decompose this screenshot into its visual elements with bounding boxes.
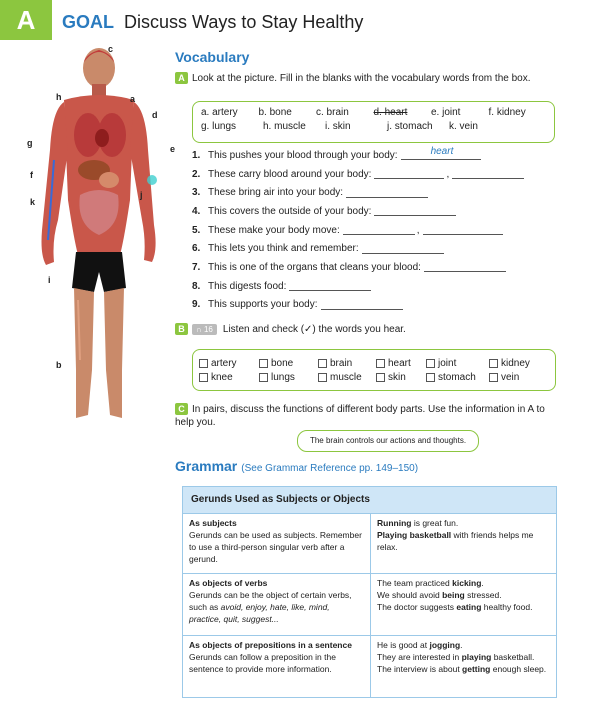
- example-line: [377, 639, 550, 651]
- table-row: [183, 635, 556, 697]
- listen-checkbox-panel: [192, 349, 556, 391]
- example-gerund: playing: [461, 652, 492, 662]
- checkbox-label: brain: [330, 357, 353, 369]
- checkbox-label: heart: [388, 357, 411, 369]
- instruction-a: [175, 72, 565, 85]
- goal-title: Discuss Ways to Stay Healthy: [124, 12, 364, 32]
- rule-text: Gerunds can be used as subjects. Remember to use a third-person singular verb after a gerund.: [189, 530, 362, 564]
- rule-text: [189, 589, 364, 625]
- checkbox-label: kidney: [501, 357, 530, 369]
- instruction-c: [175, 403, 565, 429]
- instruction-b-text: Listen and check (✓) the words you hear.: [222, 323, 406, 335]
- checkbox-icon[interactable]: [199, 359, 208, 368]
- example-gerund: Playing basketball: [377, 530, 452, 540]
- checkbox-brain[interactable]: [318, 356, 376, 370]
- example-line: [377, 589, 550, 601]
- word-box-row: [201, 107, 546, 121]
- example-post: .: [481, 578, 484, 588]
- label-j: j: [140, 190, 143, 200]
- table-cell-rule: [183, 514, 371, 573]
- word-skin: i. skin: [325, 121, 351, 132]
- rule-title: As objects of prepositions in a sentence: [189, 640, 352, 650]
- rule-text: Gerunds can follow a preposition in the sentence to provide more information.: [189, 652, 336, 674]
- checkbox-muscle[interactable]: [318, 370, 376, 384]
- word-heart: d. heart: [373, 107, 408, 118]
- checkbox-label: muscle: [330, 371, 362, 383]
- question-text: This digests food:: [208, 280, 287, 292]
- question-5: [192, 221, 562, 240]
- checkbox-row: [199, 370, 549, 384]
- grammar-heading: [175, 458, 418, 476]
- checkbox-icon[interactable]: [376, 359, 385, 368]
- table-cell-rule: [183, 636, 371, 697]
- grammar-reference: (See Grammar Reference pp. 149–150): [241, 463, 419, 474]
- example-gerund: jogging: [429, 640, 461, 650]
- checkbox-icon[interactable]: [489, 359, 498, 368]
- checkbox-row: [199, 356, 549, 370]
- checkbox-label: bone: [271, 357, 294, 369]
- question-4: [192, 202, 562, 221]
- example-gerund: getting: [462, 664, 491, 674]
- label-a: a: [130, 94, 136, 104]
- question-text: These bring air into your body:: [208, 187, 344, 199]
- grammar-table: [182, 486, 557, 698]
- example-line: [377, 651, 550, 663]
- word-muscle: h. muscle: [263, 121, 306, 132]
- rule-title: As subjects: [189, 518, 237, 528]
- written-answer: heart: [430, 146, 454, 158]
- step-b-badge: B: [175, 323, 188, 335]
- example-post: enough sleep.: [490, 664, 547, 674]
- comma: ,: [446, 168, 450, 180]
- question-number: 7.: [192, 261, 201, 273]
- word-brain: c. brain: [316, 107, 349, 118]
- question-number: 6.: [192, 243, 201, 255]
- example-post: .: [460, 640, 463, 650]
- answer-blank[interactable]: [374, 206, 456, 216]
- example-line: [377, 663, 550, 675]
- question-text: This supports your body:: [208, 299, 318, 311]
- question-list: [192, 146, 562, 314]
- question-1: [192, 146, 562, 165]
- goal-heading: [62, 12, 363, 33]
- word-artery: a. artery: [201, 107, 238, 118]
- word-box: [192, 101, 555, 143]
- goal-word: GOAL: [62, 12, 114, 32]
- answer-blank[interactable]: [423, 225, 503, 235]
- instruction-b: [175, 323, 406, 335]
- word-joint: e. joint: [431, 107, 461, 118]
- comma: ,: [416, 224, 420, 236]
- example-line: [377, 517, 550, 529]
- human-body-illustration: [24, 40, 174, 430]
- question-text: These make your body move:: [208, 224, 340, 236]
- example-rest: is great fun.: [411, 518, 459, 528]
- rule-verb-list: avoid, enjoy, hate, like, mind, practice, quit, suggest...: [189, 602, 330, 624]
- checkbox-label: artery: [211, 357, 237, 369]
- instruction-c-text: In pairs, discuss the functions of different body parts. Use the information in A to help you.: [175, 404, 545, 428]
- answer-blank[interactable]: [321, 300, 403, 310]
- checkbox-icon[interactable]: [318, 373, 327, 382]
- answer-blank[interactable]: [289, 281, 371, 291]
- checkbox-kidney[interactable]: [489, 356, 530, 370]
- example-pre: The team practiced: [377, 578, 453, 588]
- question-7: [192, 258, 562, 277]
- answer-blank[interactable]: [401, 146, 481, 160]
- vocabulary-heading: Vocabulary: [175, 49, 250, 65]
- question-number: 8.: [192, 280, 201, 292]
- question-6: [192, 239, 562, 258]
- checkbox-label: stomach: [438, 371, 476, 383]
- example-post: stressed.: [464, 590, 502, 600]
- checkbox-lungs[interactable]: [259, 370, 318, 384]
- example-gerund: eating: [456, 602, 482, 612]
- checkbox-icon[interactable]: [376, 373, 385, 382]
- checkbox-icon[interactable]: [259, 373, 268, 382]
- grammar-title: Grammar: [175, 458, 238, 474]
- table-cell-examples: [371, 514, 556, 573]
- example-pre: The doctor suggests: [377, 602, 457, 612]
- answer-blank[interactable]: [452, 169, 524, 179]
- checkbox-label: skin: [388, 371, 406, 383]
- question-number: 1.: [192, 149, 201, 161]
- word-lungs: g. lungs: [201, 121, 237, 132]
- checkbox-artery[interactable]: [199, 356, 259, 370]
- label-k: k: [30, 197, 36, 207]
- question-number: 2.: [192, 168, 201, 180]
- checkbox-icon[interactable]: [259, 359, 268, 368]
- word-kidney: f. kidney: [488, 107, 526, 118]
- table-cell-rule: [183, 574, 371, 635]
- table-cell-examples: [371, 574, 556, 635]
- grammar-table-title: Gerunds Used as Subjects or Objects: [183, 487, 556, 513]
- example-rest: with friends helps me relax.: [377, 530, 534, 552]
- example-pre: We should avoid: [377, 590, 443, 600]
- checkbox-skin[interactable]: [376, 370, 426, 384]
- question-number: 3.: [192, 187, 201, 199]
- label-h: h: [56, 92, 62, 102]
- checkbox-bone[interactable]: [259, 356, 318, 370]
- step-c-badge: C: [175, 403, 188, 415]
- section-badge: A: [0, 0, 52, 40]
- example-pre: They are interested in: [377, 652, 462, 662]
- question-2: [192, 165, 562, 184]
- answer-blank[interactable]: [424, 262, 506, 272]
- table-row: [183, 513, 556, 573]
- word-stomach: j. stomach: [387, 121, 433, 132]
- checkbox-label: knee: [211, 371, 233, 383]
- question-text: This pushes your blood through your body:: [208, 149, 398, 161]
- rule-text-part: Gerunds can be the object of certain verbs, such as: [189, 590, 352, 612]
- question-text: This is one of the organs that cleans your blood:: [208, 261, 421, 273]
- question-8: [192, 277, 562, 296]
- label-d: d: [152, 110, 158, 120]
- checkbox-stomach[interactable]: [426, 370, 489, 384]
- word-vein: k. vein: [449, 121, 478, 132]
- checkbox-heart[interactable]: [376, 356, 426, 370]
- step-a-badge: A: [175, 72, 188, 84]
- question-3: [192, 183, 562, 202]
- instruction-a-text: Look at the picture. Fill in the blanks with the vocabulary words from the box.: [192, 73, 531, 84]
- example-pre: The interview is about: [377, 664, 463, 674]
- checkbox-joint[interactable]: [426, 356, 489, 370]
- example-line: [377, 577, 550, 589]
- checkbox-icon[interactable]: [426, 373, 435, 382]
- example-gerund: kicking: [452, 578, 482, 588]
- rule-title: As objects of verbs: [189, 578, 268, 588]
- question-text: This covers the outside of your body:: [208, 205, 372, 217]
- question-9: [192, 296, 562, 315]
- label-c: c: [108, 44, 114, 54]
- checkbox-label: vein: [501, 371, 520, 383]
- checkbox-icon[interactable]: [426, 359, 435, 368]
- example-post: healthy food.: [481, 602, 533, 612]
- question-number: 5.: [192, 224, 201, 236]
- label-g: g: [27, 138, 33, 148]
- checkbox-icon[interactable]: [318, 359, 327, 368]
- checkbox-vein[interactable]: [489, 370, 519, 384]
- checkbox-label: joint: [438, 357, 457, 369]
- checkbox-label: lungs: [271, 371, 295, 383]
- checkbox-icon[interactable]: [199, 373, 208, 382]
- question-text: These carry blood around your body:: [208, 168, 372, 180]
- speech-bubble: The brain controls our actions and thoughts.: [297, 430, 479, 452]
- audio-track-number: 16: [203, 324, 213, 334]
- example-post: basketball.: [491, 652, 535, 662]
- question-text: This lets you think and remember:: [208, 243, 359, 255]
- example-gerund: being: [442, 590, 465, 600]
- label-b: b: [56, 360, 62, 370]
- question-number: 4.: [192, 205, 201, 217]
- audio-track-icon[interactable]: ∩ 16: [192, 324, 217, 335]
- example-line: [377, 601, 550, 613]
- label-i: i: [48, 275, 51, 285]
- table-cell-examples: [371, 636, 556, 697]
- anatomy-figure: [24, 40, 174, 430]
- label-e: e: [170, 144, 176, 154]
- checkbox-icon[interactable]: [489, 373, 498, 382]
- label-f: f: [30, 170, 33, 180]
- answer-blank[interactable]: [343, 225, 415, 235]
- answer-blank[interactable]: [362, 244, 444, 254]
- example-pre: He is good at: [377, 640, 430, 650]
- example-line: [377, 529, 550, 553]
- checkbox-knee[interactable]: [199, 370, 259, 384]
- question-number: 9.: [192, 299, 201, 311]
- word-box-row: [201, 121, 546, 135]
- answer-blank[interactable]: [346, 188, 428, 198]
- answer-blank[interactable]: [374, 169, 444, 179]
- word-bone: b. bone: [258, 107, 292, 118]
- example-gerund: Running: [377, 518, 412, 528]
- table-row: [183, 573, 556, 635]
